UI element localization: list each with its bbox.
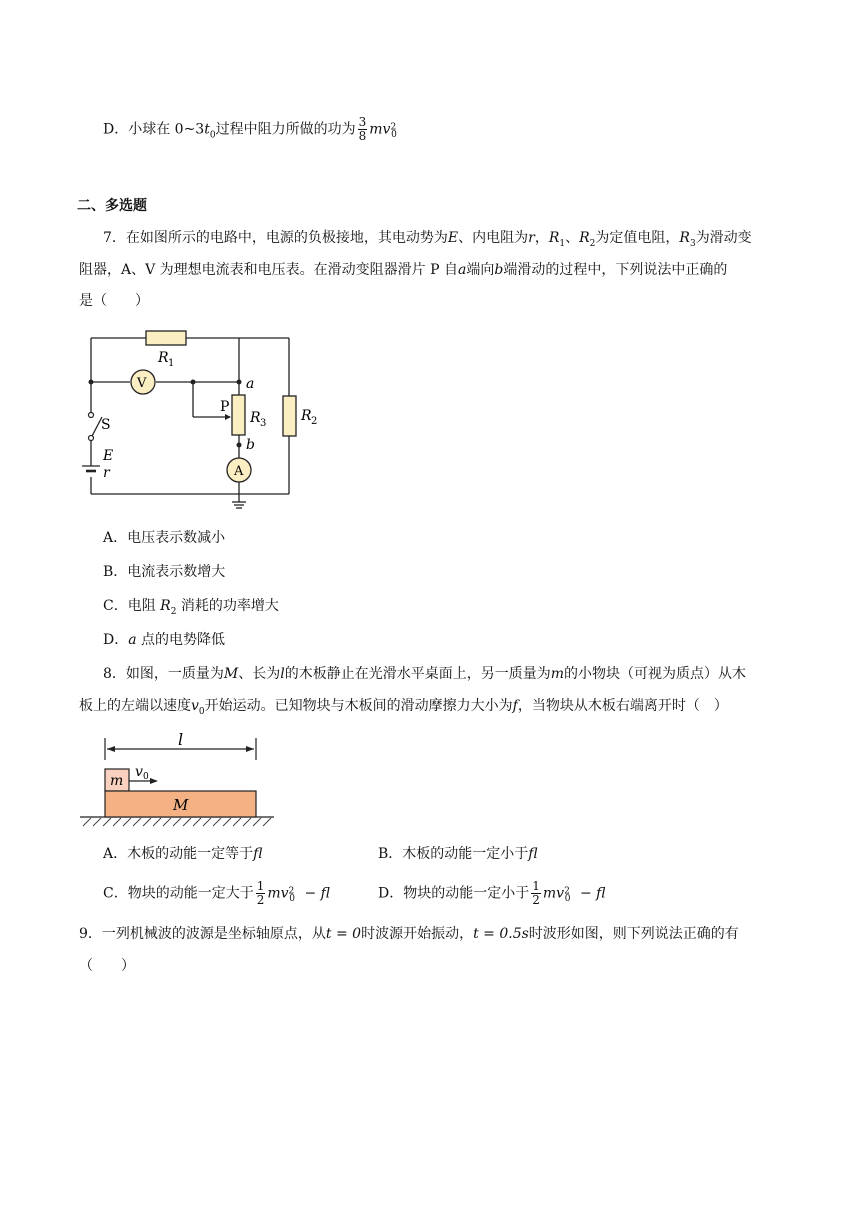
resistor-r3 xyxy=(232,395,245,435)
q7-line1: 7．在如图所示的电路中，电源的负极接地，其电动势为E、内电阻为r，$R_1$、$R_2$为定值电阻，$R_3$为滑动变 xyxy=(103,230,752,249)
circuit-diagram xyxy=(80,325,320,515)
section-title: 二、多选题 xyxy=(77,198,147,214)
svg-text:v: v xyxy=(135,764,143,780)
q7-option-c: C．电阻 $R_2$ 消耗的功率增大 xyxy=(103,598,279,617)
svg-text:R: R xyxy=(158,350,169,366)
q7-option-a: A．电压表示数减小 xyxy=(103,530,226,546)
svg-text:P: P xyxy=(220,399,230,415)
svg-text:E: E xyxy=(103,448,114,464)
svg-text:3: 3 xyxy=(260,418,267,429)
svg-text:R: R xyxy=(250,410,261,426)
q8-line1: 8．如图，一质量为M、长为l的木板静止在光滑水平桌面上，另一质量为m的小物块（可视为质点）从木 xyxy=(103,666,747,682)
q7-line2: 阻器，A、V 为理想电流表和电压表。在滑动变阻器滑片 P 自a端向b端滑动的过程中，下列说法中正确的 xyxy=(79,262,728,278)
resistor-r1 xyxy=(146,331,186,345)
fraction: $\frac{3}{8}$ xyxy=(358,115,367,143)
svg-text:M: M xyxy=(173,796,189,814)
svg-text:r: r xyxy=(103,465,110,481)
svg-text:a: a xyxy=(246,376,255,392)
svg-text:S: S xyxy=(101,417,111,433)
q9-line2: （ ） xyxy=(79,958,135,974)
svg-text:0: 0 xyxy=(143,772,149,782)
q8-option-c: C．物块的动能一定大于 $\frac{1}{2}$ $mv^2_0$ − fl xyxy=(103,879,330,907)
fraction: $\frac{1}{2}$ xyxy=(256,879,265,907)
fraction: $\frac{1}{2}$ xyxy=(532,879,540,907)
q7-line3: 是（ ） xyxy=(79,293,149,309)
q8-option-a: A．木板的动能一定等于fl xyxy=(103,846,263,862)
svg-text:R: R xyxy=(301,408,312,424)
svg-text:m: m xyxy=(110,773,124,789)
q8-option-d: D．物块的动能一定小于 $\frac{1}{2}$ $mv^2_0$ − fl xyxy=(378,879,606,907)
q9-line1: 9．一列机械波的波源是坐标轴原点，从t = 0时波源开始振动，t = 0.5s时波形如图，则下列说法正确的有 xyxy=(79,926,739,942)
svg-text:2: 2 xyxy=(311,416,318,427)
svg-text:1: 1 xyxy=(168,358,175,369)
q6-option-d: D．小球在 $0\sim 3t_0$过程中阻力所做的功为 $\frac{3}{8}$ $mv^2_0$ xyxy=(103,115,397,143)
q7-option-b: B．电流表示数增大 xyxy=(103,564,226,580)
svg-text:A: A xyxy=(234,464,244,479)
q7-option-d: D．a 点的电势降低 xyxy=(103,632,226,648)
q8-line2: 板上的左端以速度$v_0$开始运动。已知物块与木板间的滑动摩擦力大小为f，当物块从木板右端离开时（ ） xyxy=(79,698,728,717)
q8-option-b: B．木板的动能一定小于fl xyxy=(378,846,538,862)
board-block-diagram xyxy=(80,732,276,828)
resistor-r2 xyxy=(283,396,296,436)
svg-text:l: l xyxy=(178,732,184,749)
svg-text:b: b xyxy=(246,437,255,453)
svg-text:V: V xyxy=(137,376,147,391)
